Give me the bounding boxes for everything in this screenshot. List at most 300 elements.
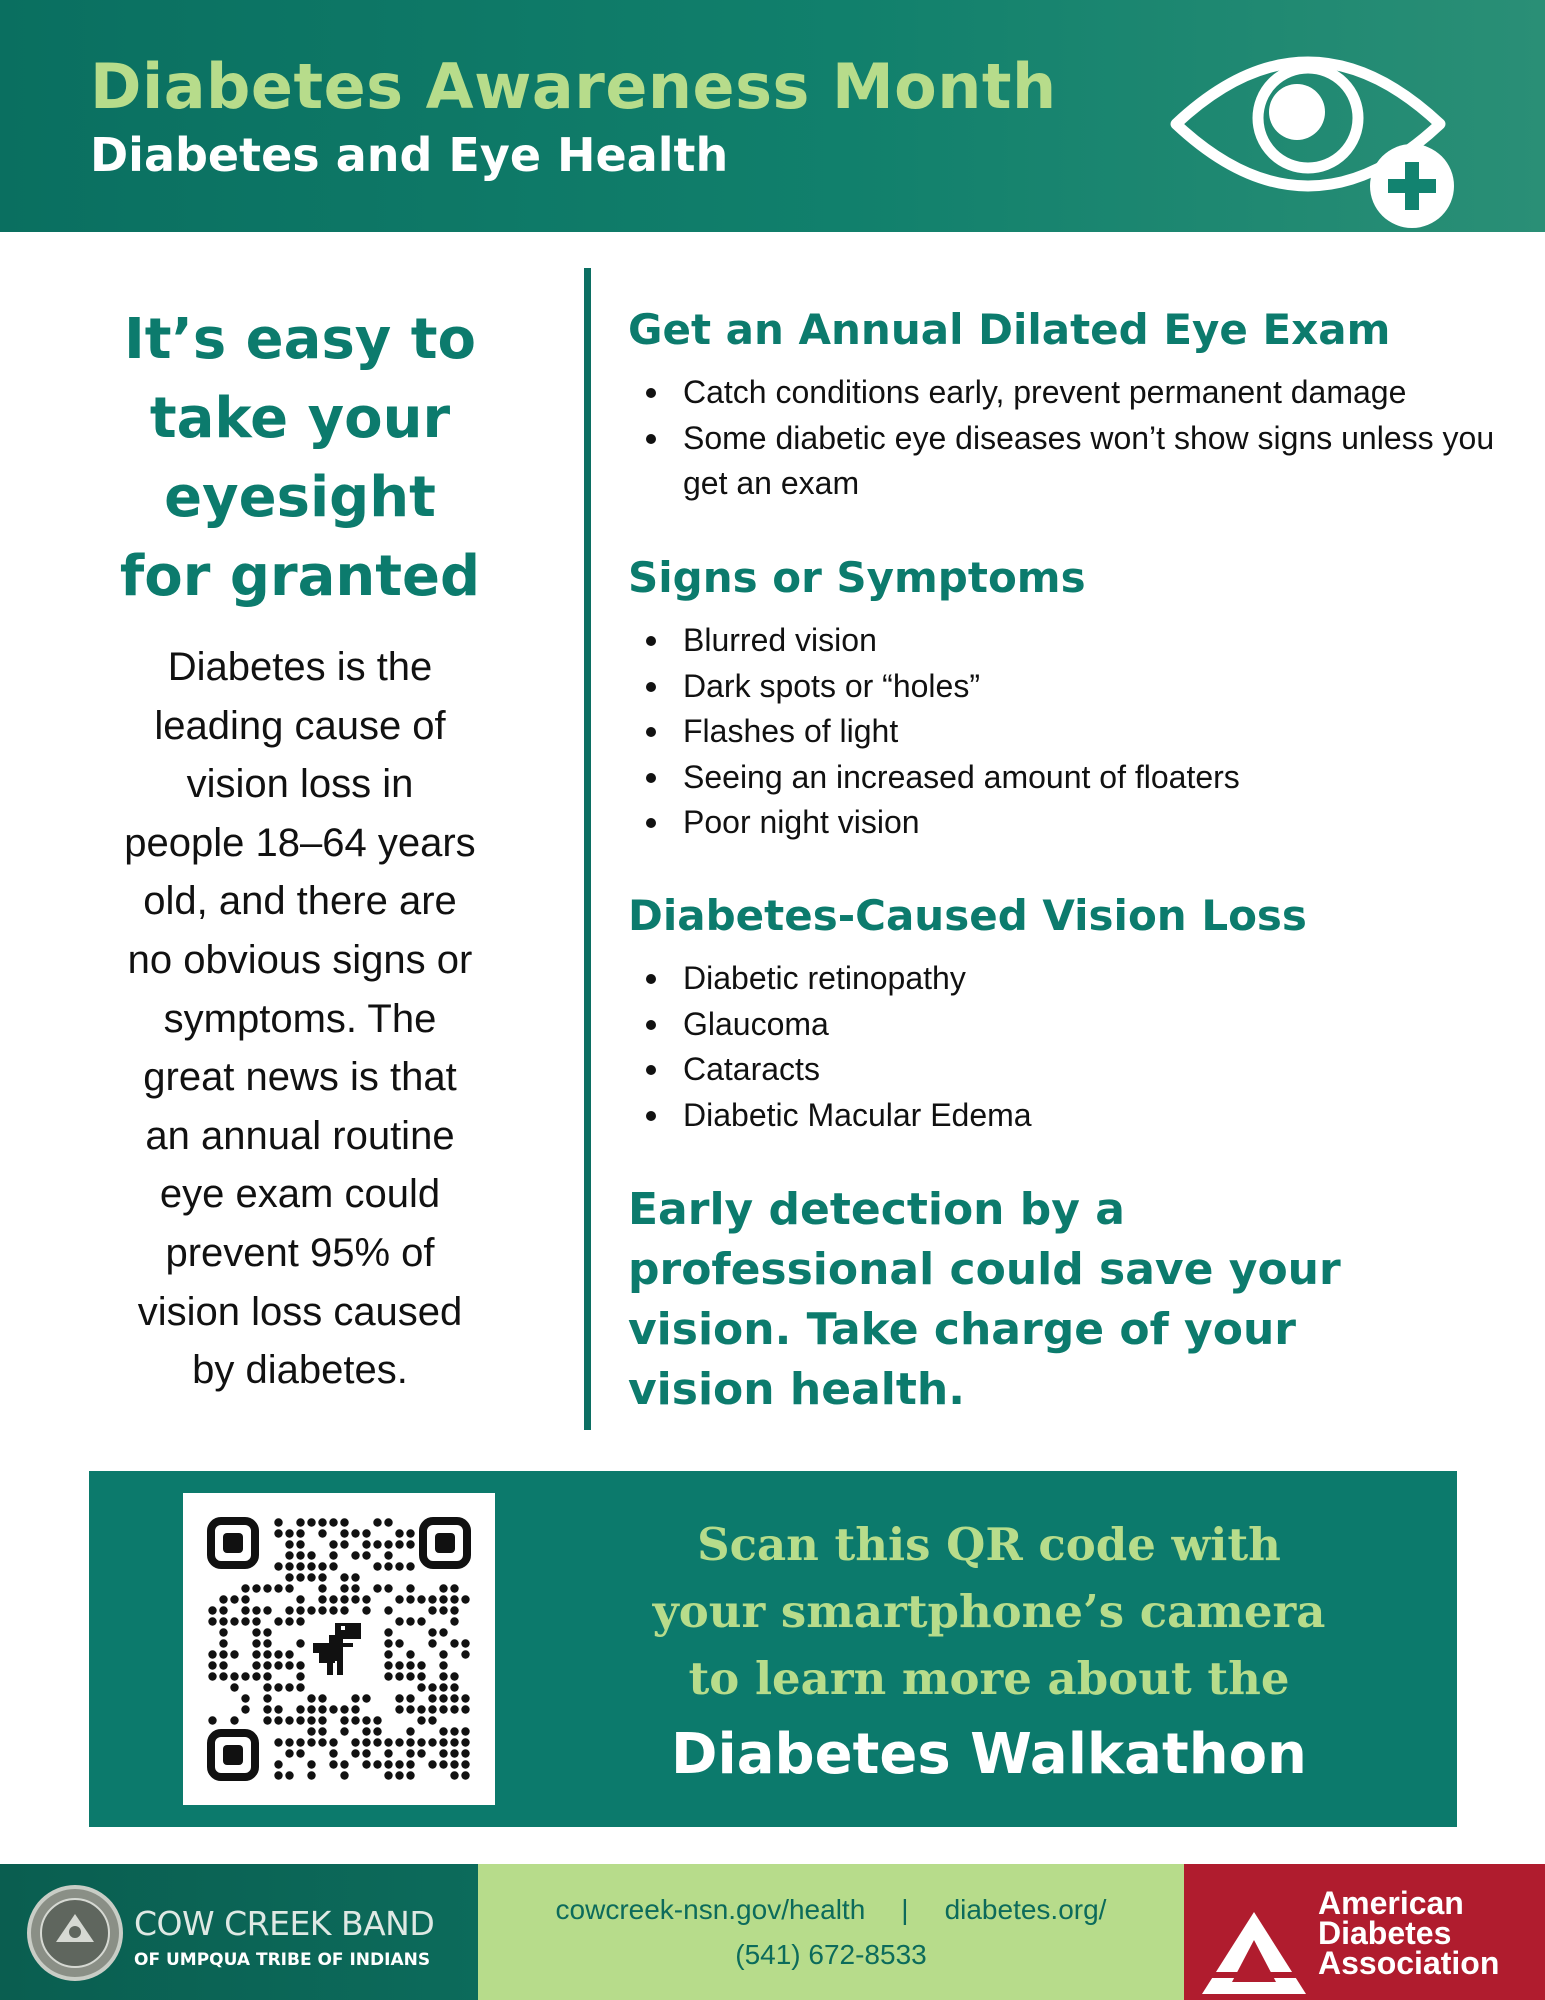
qr-dot: [351, 1738, 359, 1746]
qr-dot: [395, 1562, 403, 1570]
list-item: [628, 370, 1508, 416]
qr-dot: [384, 1639, 392, 1647]
bullet-icon: [646, 434, 656, 444]
qr-dot: [219, 1661, 227, 1669]
qr-dot: [461, 1705, 469, 1713]
eye-plus-icon: [1168, 40, 1458, 230]
qr-dot: [340, 1529, 348, 1537]
qr-dot: [395, 1771, 403, 1779]
qr-dot: [307, 1606, 315, 1614]
qr-dot: [252, 1672, 260, 1680]
qr-dot: [428, 1738, 436, 1746]
qr-dot: [428, 1639, 436, 1647]
qr-dot: [384, 1760, 392, 1768]
qr-dot: [461, 1749, 469, 1757]
cow-creek-logo-block: [0, 1864, 478, 2000]
qr-dot: [450, 1683, 458, 1691]
intro-column: [80, 300, 520, 1400]
footer: [0, 1864, 1545, 2000]
qr-dot: [285, 1661, 293, 1669]
section-title: Get an Annual Dilated Eye Exam: [628, 305, 1391, 354]
bullet-list: [628, 956, 1508, 1138]
qr-dot: [450, 1749, 458, 1757]
qr-dot: [285, 1716, 293, 1724]
qr-dot: [417, 1672, 425, 1680]
qr-dot: [395, 1595, 403, 1603]
list-item-text: Flashes of light: [683, 713, 899, 749]
qr-dot: [252, 1639, 260, 1647]
vision-loss-section: [628, 886, 1508, 1138]
qr-dot: [406, 1661, 414, 1669]
qr-dot: [208, 1661, 216, 1669]
qr-dot: [373, 1727, 381, 1735]
qr-dot: [450, 1705, 458, 1713]
symptoms-section: [628, 548, 1508, 846]
section-title: Signs or Symptoms: [628, 553, 1086, 602]
qr-dot: [329, 1738, 337, 1746]
qr-banner: [89, 1471, 1457, 1827]
list-item-text: Catch conditions early, prevent permanent damage: [683, 374, 1407, 410]
qr-dot: [263, 1628, 271, 1636]
bullet-icon: [646, 682, 656, 692]
list-item: [628, 1047, 1508, 1093]
heading-line: for granted: [119, 544, 481, 609]
health-link[interactable]: cowcreek-nsn.gov/health: [555, 1894, 866, 1925]
qr-dot: [406, 1562, 414, 1570]
qr-dot: [384, 1606, 392, 1614]
qr-code-icon: [207, 1517, 471, 1781]
qr-dot: [274, 1650, 282, 1658]
qr-dot: [351, 1749, 359, 1757]
qr-dot: [439, 1749, 447, 1757]
qr-dot: [230, 1672, 238, 1680]
qr-dot: [406, 1705, 414, 1713]
qr-dot: [230, 1716, 238, 1724]
qr-dot: [384, 1551, 392, 1559]
qr-dot: [417, 1705, 425, 1713]
qr-dot: [362, 1540, 370, 1548]
qr-dot: [362, 1551, 370, 1559]
qr-dot: [406, 1672, 414, 1680]
qr-dot: [373, 1584, 381, 1592]
qr-dot: [241, 1694, 249, 1702]
qr-dot: [241, 1705, 249, 1713]
qr-dot: [461, 1760, 469, 1768]
qr-dot: [329, 1749, 337, 1757]
qr-dot: [384, 1650, 392, 1658]
qr-dot: [395, 1694, 403, 1702]
paragraph-line: by diabetes.: [192, 1348, 408, 1393]
qr-dot: [362, 1738, 370, 1746]
link-separator: |: [901, 1894, 909, 1925]
qr-dot: [263, 1672, 271, 1680]
qr-dot: [318, 1573, 326, 1581]
qr-dot: [384, 1628, 392, 1636]
qr-dot: [285, 1562, 293, 1570]
header-banner: [0, 0, 1545, 232]
qr-dot: [318, 1595, 326, 1603]
list-item: [628, 800, 1508, 846]
qr-dot: [329, 1606, 337, 1614]
qr-dot: [439, 1672, 447, 1680]
qr-dot: [395, 1540, 403, 1548]
qr-dot: [318, 1562, 326, 1570]
paragraph-line: symptoms. The: [163, 996, 437, 1041]
qr-dot: [362, 1529, 370, 1537]
qr-dot: [362, 1749, 370, 1757]
qr-dot: [252, 1661, 260, 1669]
qr-dot: [362, 1694, 370, 1702]
tribal-seal-icon: [26, 1884, 124, 1982]
qr-dot: [296, 1617, 304, 1625]
qr-dot: [351, 1716, 359, 1724]
qr-dot: [340, 1540, 348, 1548]
qr-dot: [230, 1595, 238, 1603]
list-item-text: Dark spots or “holes”: [683, 667, 980, 704]
qr-dot: [296, 1595, 304, 1603]
qr-dot: [450, 1727, 458, 1735]
qr-dot: [362, 1716, 370, 1724]
org-name: COW CREEK BAND: [134, 1904, 435, 1943]
qr-dot: [340, 1716, 348, 1724]
qr-dot: [241, 1606, 249, 1614]
qr-dot: [439, 1606, 447, 1614]
bullet-icon: [646, 974, 656, 984]
qr-dot: [307, 1771, 315, 1779]
qr-dot: [296, 1540, 304, 1548]
early-detection-callout: [628, 1180, 1508, 1420]
qr-dot: [439, 1595, 447, 1603]
qr-dot: [252, 1628, 260, 1636]
qr-dot: [384, 1661, 392, 1669]
bullet-list: [628, 618, 1508, 846]
qr-dot: [296, 1639, 304, 1647]
qr-dot: [439, 1661, 447, 1669]
qr-dot: [241, 1584, 249, 1592]
qr-dot: [340, 1606, 348, 1614]
qr-dot: [406, 1738, 414, 1746]
qr-dot: [296, 1606, 304, 1614]
qr-dot: [362, 1606, 370, 1614]
qr-dot: [208, 1617, 216, 1625]
qr-dot: [263, 1694, 271, 1702]
qr-dot: [406, 1617, 414, 1625]
qr-dot: [263, 1661, 271, 1669]
paragraph-line: people 18–64 years: [124, 820, 476, 865]
qr-dot: [274, 1771, 282, 1779]
bullet-icon: [646, 1111, 656, 1121]
list-item: [628, 709, 1508, 755]
qr-dot: [428, 1683, 436, 1691]
intro-paragraph: [80, 638, 520, 1400]
qr-dot: [307, 1705, 315, 1713]
qr-dot: [274, 1617, 282, 1625]
qr-dot: [428, 1705, 436, 1713]
qr-dot: [461, 1738, 469, 1746]
heading-line: take your: [149, 386, 451, 451]
qr-dot: [351, 1584, 359, 1592]
qr-dot: [461, 1650, 469, 1658]
qr-dot: [395, 1705, 403, 1713]
qr-dot: [307, 1551, 315, 1559]
qr-dot: [296, 1705, 304, 1713]
ada-logo-block: [1184, 1864, 1545, 2000]
bullet-icon: [646, 1065, 656, 1075]
qr-dot: [428, 1716, 436, 1724]
qr-dot: [252, 1650, 260, 1658]
qr-dot: [351, 1551, 359, 1559]
list-item-text: Blurred vision: [683, 622, 877, 658]
qr-dot: [285, 1584, 293, 1592]
qr-dot: [395, 1738, 403, 1746]
qr-dot: [307, 1760, 315, 1768]
qr-dot: [219, 1595, 227, 1603]
paragraph-line: old, and there are: [143, 879, 457, 924]
qr-dot: [263, 1650, 271, 1658]
phone-number[interactable]: (541) 672-8533: [735, 1939, 927, 1970]
qr-dot: [307, 1738, 315, 1746]
qr-code[interactable]: [183, 1493, 495, 1805]
qr-dot: [351, 1694, 359, 1702]
qr-dot: [450, 1617, 458, 1625]
qr-dot: [296, 1562, 304, 1570]
qr-dot: [395, 1529, 403, 1537]
qr-dot: [208, 1650, 216, 1658]
qr-dot: [318, 1727, 326, 1735]
qr-dot: [219, 1672, 227, 1680]
qr-dot: [373, 1760, 381, 1768]
qr-dot: [208, 1672, 216, 1680]
qr-dot: [329, 1518, 337, 1526]
qr-dot: [439, 1650, 447, 1658]
qr-dot: [219, 1650, 227, 1658]
qr-dot: [395, 1760, 403, 1768]
list-item: [628, 956, 1508, 1002]
bullet-icon: [646, 636, 656, 646]
list-item: [628, 416, 1508, 507]
paragraph-line: prevent 95% of: [165, 1230, 435, 1275]
paragraph-line: vision loss caused: [137, 1289, 463, 1334]
qr-line: to learn more about the: [688, 1652, 1290, 1705]
qr-dot: [406, 1727, 414, 1735]
qr-dot: [450, 1738, 458, 1746]
list-item-text: Diabetic Macular Edema: [683, 1096, 1032, 1133]
qr-dot: [296, 1672, 304, 1680]
qr-line: your smartphone’s camera: [652, 1585, 1326, 1638]
qr-dot: [219, 1628, 227, 1636]
qr-dot: [307, 1727, 315, 1735]
bullet-icon: [646, 818, 656, 828]
paragraph-line: no obvious signs or: [127, 937, 473, 982]
qr-dot: [274, 1683, 282, 1691]
qr-dot: [274, 1661, 282, 1669]
bullet-list: [628, 370, 1508, 507]
qr-dot: [230, 1617, 238, 1625]
qr-dot: [263, 1683, 271, 1691]
qr-dot: [219, 1606, 227, 1614]
qr-dot: [406, 1540, 414, 1548]
qr-dot: [274, 1738, 282, 1746]
qr-dot: [439, 1694, 447, 1702]
qr-dot: [461, 1694, 469, 1702]
qr-dot: [340, 1705, 348, 1713]
qr-dot: [362, 1595, 370, 1603]
qr-dot: [318, 1584, 326, 1592]
callout-line: vision. Take charge of your: [628, 1304, 1296, 1355]
qr-dot: [263, 1584, 271, 1592]
qr-dot: [296, 1738, 304, 1746]
qr-dot: [329, 1705, 337, 1713]
page-title: Diabetes Awareness Month: [90, 50, 1057, 123]
ada-line: Diabetes: [1318, 1915, 1452, 1951]
qr-dot: [395, 1639, 403, 1647]
qr-dot: [241, 1617, 249, 1625]
qr-dot: [241, 1595, 249, 1603]
qr-dot: [461, 1727, 469, 1735]
qr-dot: [461, 1639, 469, 1647]
qr-dot: [439, 1727, 447, 1735]
qr-dot: [384, 1749, 392, 1757]
qr-dot: [252, 1606, 260, 1614]
qr-dot: [230, 1683, 238, 1691]
qr-dot: [406, 1749, 414, 1757]
list-item: [628, 1002, 1508, 1048]
qr-dot: [318, 1716, 326, 1724]
qr-dot: [417, 1716, 425, 1724]
column-divider: [584, 268, 591, 1430]
paragraph-line: vision loss in: [186, 762, 414, 807]
qr-dot: [296, 1518, 304, 1526]
qr-dot: [395, 1672, 403, 1680]
qr-dot: [417, 1661, 425, 1669]
qr-dot: [384, 1771, 392, 1779]
qr-dot: [417, 1683, 425, 1691]
bullet-icon: [646, 773, 656, 783]
qr-dot: [274, 1529, 282, 1537]
qr-dot: [439, 1628, 447, 1636]
qr-dot: [406, 1595, 414, 1603]
ada-triangle-icon: [1200, 1910, 1308, 1996]
diabetes-link[interactable]: diabetes.org/: [944, 1894, 1107, 1925]
list-item-text: Cataracts: [683, 1051, 820, 1087]
qr-dot: [439, 1738, 447, 1746]
qr-dot: [450, 1760, 458, 1768]
qr-dot: [329, 1595, 337, 1603]
qr-dot: [285, 1683, 293, 1691]
qr-dot: [285, 1606, 293, 1614]
paragraph-line: eye exam could: [159, 1172, 441, 1217]
qr-dot: [362, 1760, 370, 1768]
qr-dot: [439, 1683, 447, 1691]
qr-dot: [384, 1518, 392, 1526]
qr-dot: [406, 1760, 414, 1768]
heading-line: It’s easy to: [123, 307, 477, 372]
qr-dot: [318, 1518, 326, 1526]
qr-dot: [285, 1650, 293, 1658]
qr-dot: [307, 1716, 315, 1724]
qr-dot: [329, 1760, 337, 1768]
qr-dot: [351, 1705, 359, 1713]
list-item: [628, 1093, 1508, 1139]
qr-dot: [351, 1529, 359, 1537]
qr-dot: [274, 1562, 282, 1570]
qr-dot: [219, 1617, 227, 1625]
qr-dot: [208, 1716, 216, 1724]
qr-dot: [296, 1529, 304, 1537]
qr-dot: [285, 1573, 293, 1581]
qr-dot: [384, 1562, 392, 1570]
qr-dot: [340, 1727, 348, 1735]
qr-dot: [406, 1694, 414, 1702]
list-item: [628, 755, 1508, 801]
qr-dot: [263, 1606, 271, 1614]
qr-dot: [285, 1551, 293, 1559]
qr-dot: [417, 1617, 425, 1625]
qr-dot: [318, 1705, 326, 1713]
qr-dot: [329, 1551, 337, 1559]
paragraph-line: Diabetes is the: [167, 645, 433, 689]
qr-dot: [274, 1584, 282, 1592]
qr-dot: [450, 1584, 458, 1592]
qr-dot: [230, 1650, 238, 1658]
list-item-text: Some diabetic eye diseases won’t show signs unless you get an exam: [683, 419, 1495, 501]
qr-dot: [263, 1705, 271, 1713]
qr-dot: [417, 1738, 425, 1746]
qr-dot: [307, 1694, 315, 1702]
qr-dot: [450, 1606, 458, 1614]
qr-dot: [285, 1738, 293, 1746]
qr-dot: [285, 1749, 293, 1757]
qr-dot: [428, 1595, 436, 1603]
list-item: [628, 664, 1508, 710]
qr-dot: [351, 1573, 359, 1581]
qr-dot: [439, 1584, 447, 1592]
qr-dot: [406, 1650, 414, 1658]
qr-dot: [395, 1661, 403, 1669]
qr-dot: [208, 1606, 216, 1614]
qr-dot: [296, 1661, 304, 1669]
paragraph-line: leading cause of: [154, 703, 446, 748]
qr-dot: [439, 1705, 447, 1713]
bullet-icon: [646, 1020, 656, 1030]
qr-dot: [318, 1694, 326, 1702]
qr-dot: [252, 1584, 260, 1592]
qr-dot: [274, 1518, 282, 1526]
qr-dot: [417, 1595, 425, 1603]
qr-dot: [318, 1606, 326, 1614]
qr-dot: [274, 1716, 282, 1724]
qr-dot: [329, 1540, 337, 1548]
qr-dot: [428, 1760, 436, 1768]
qr-dot: [461, 1595, 469, 1603]
qr-dot: [285, 1617, 293, 1625]
qr-dot: [428, 1628, 436, 1636]
qr-dot: [450, 1694, 458, 1702]
qr-dot: [296, 1749, 304, 1757]
qr-dot: [439, 1760, 447, 1768]
eye-exam-section: [628, 300, 1508, 507]
org-subname: OF UMPQUA TRIBE OF INDIANS: [134, 1950, 431, 1970]
qr-dot: [461, 1771, 469, 1779]
callout-line: Early detection by a: [628, 1184, 1125, 1235]
qr-dot: [274, 1760, 282, 1768]
qr-dot: [417, 1749, 425, 1757]
qr-instructions: [569, 1511, 1409, 1790]
qr-dot: [340, 1518, 348, 1526]
qr-dot: [450, 1771, 458, 1779]
ada-line: American: [1318, 1885, 1464, 1921]
qr-dot: [285, 1529, 293, 1537]
